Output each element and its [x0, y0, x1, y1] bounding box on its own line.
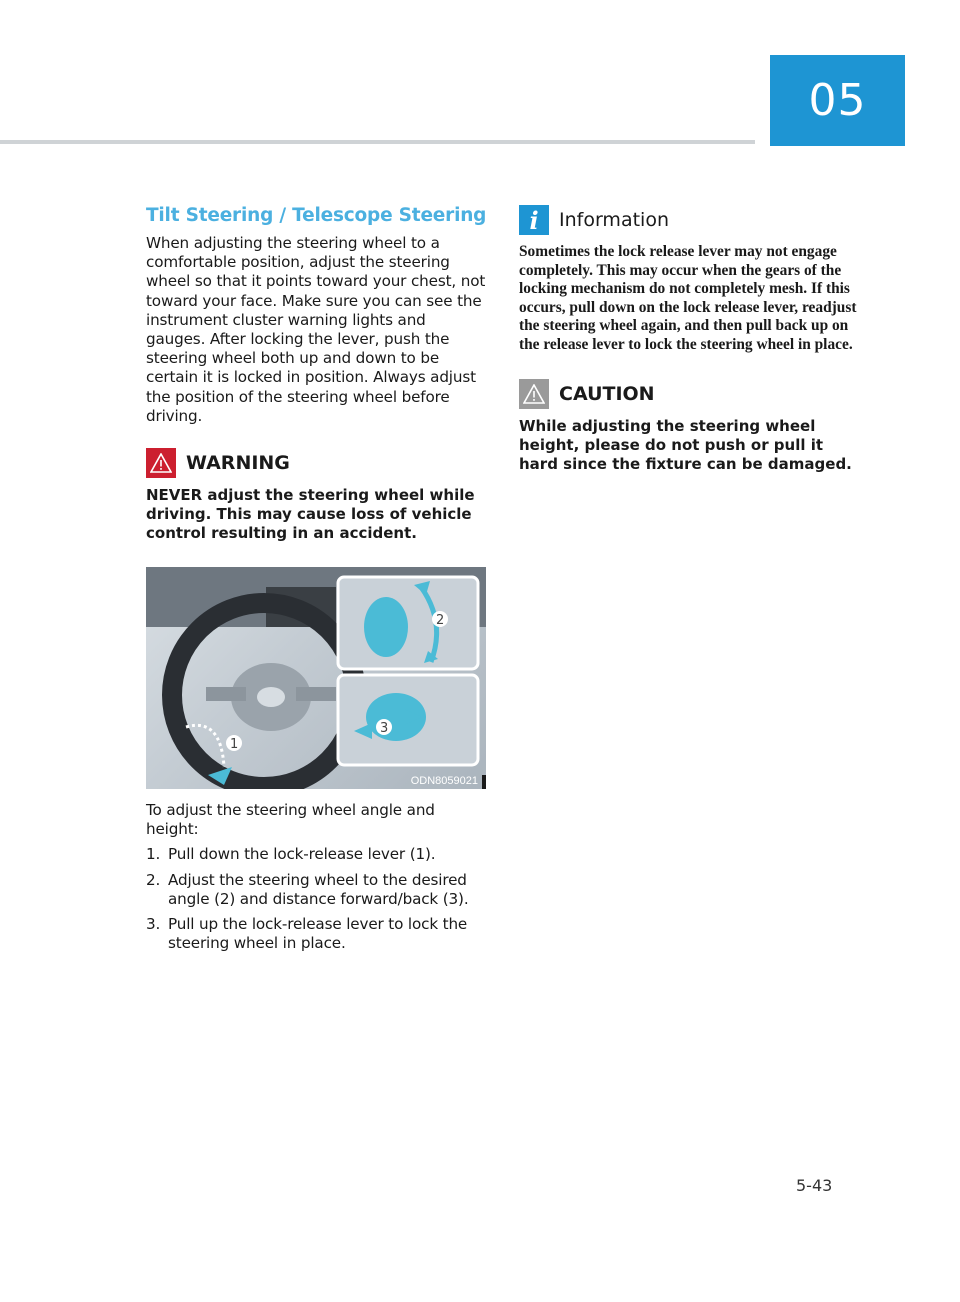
step-text: Adjust the steering wheel to the desired angle (2) and distance forward/back (3).: [168, 870, 469, 908]
figure-code-bar: [482, 775, 486, 789]
information-title: Information: [559, 209, 669, 231]
procedure-steps: [146, 845, 486, 953]
info-icon: i: [519, 205, 549, 235]
information-text: Sometimes the lock release lever may not engage completely. This may occur when the gears of the locking mechanism do not completely mesh. If this occurs, pull down on the lock release lever, readjust the steering wheel again, and then pull back up on the release lever to lock the steering wheel in place.: [519, 243, 857, 353]
step-number: 3.: [146, 915, 161, 934]
chapter-tab: 05: [770, 55, 905, 146]
caution-title: CAUTION: [559, 382, 655, 405]
list-item: [146, 915, 486, 953]
step-number: 1.: [146, 845, 161, 864]
list-item: [146, 871, 486, 909]
figure-code: ODN8059021: [410, 775, 478, 788]
step-text: Pull up the lock-release lever to lock the steering wheel in place.: [168, 915, 468, 953]
procedure-intro: To adjust the steering wheel angle and height:: [146, 801, 435, 839]
caution-header: [519, 379, 859, 409]
information-header: [519, 205, 859, 235]
warning-header: [146, 448, 486, 478]
list-item: [146, 845, 486, 864]
inset-tilt: [338, 577, 478, 669]
section-title: Tilt Steering / Telescope Steering: [146, 205, 487, 226]
caution-icon: [519, 379, 549, 409]
callout-1: 1: [230, 737, 239, 753]
step-text: Pull down the lock-release lever (1).: [168, 845, 436, 864]
caution-text: While adjusting the steering wheel height, please do not push or pull it hard since the fixture can be damaged.: [519, 416, 852, 473]
page-number: 5-43: [796, 1176, 833, 1195]
steering-figure: [146, 567, 486, 789]
intro-paragraph: When adjusting the steering wheel to a comfortable position, adjust the steering wheel so that it points toward your chest, not toward your face. Make sure you can see the instrument cluster warning lights and gauges. After locking the lever, push the steering wheel both up and down to be certain it is locked in position. Always adjust the position of the steering wheel before driving.: [146, 234, 486, 425]
left-column: [146, 205, 486, 959]
callout-2: 2: [436, 613, 445, 629]
step-number: 2.: [146, 870, 161, 889]
header-rule: [0, 140, 755, 144]
warning-title: WARNING: [186, 452, 290, 475]
callout-3: 3: [380, 721, 389, 737]
right-column: [519, 205, 859, 474]
warning-text: NEVER adjust the steering wheel while driving. This may cause loss of vehicle control resulting in an accident.: [146, 486, 475, 543]
warning-icon: [146, 448, 176, 478]
steering-illustration: [146, 567, 486, 789]
